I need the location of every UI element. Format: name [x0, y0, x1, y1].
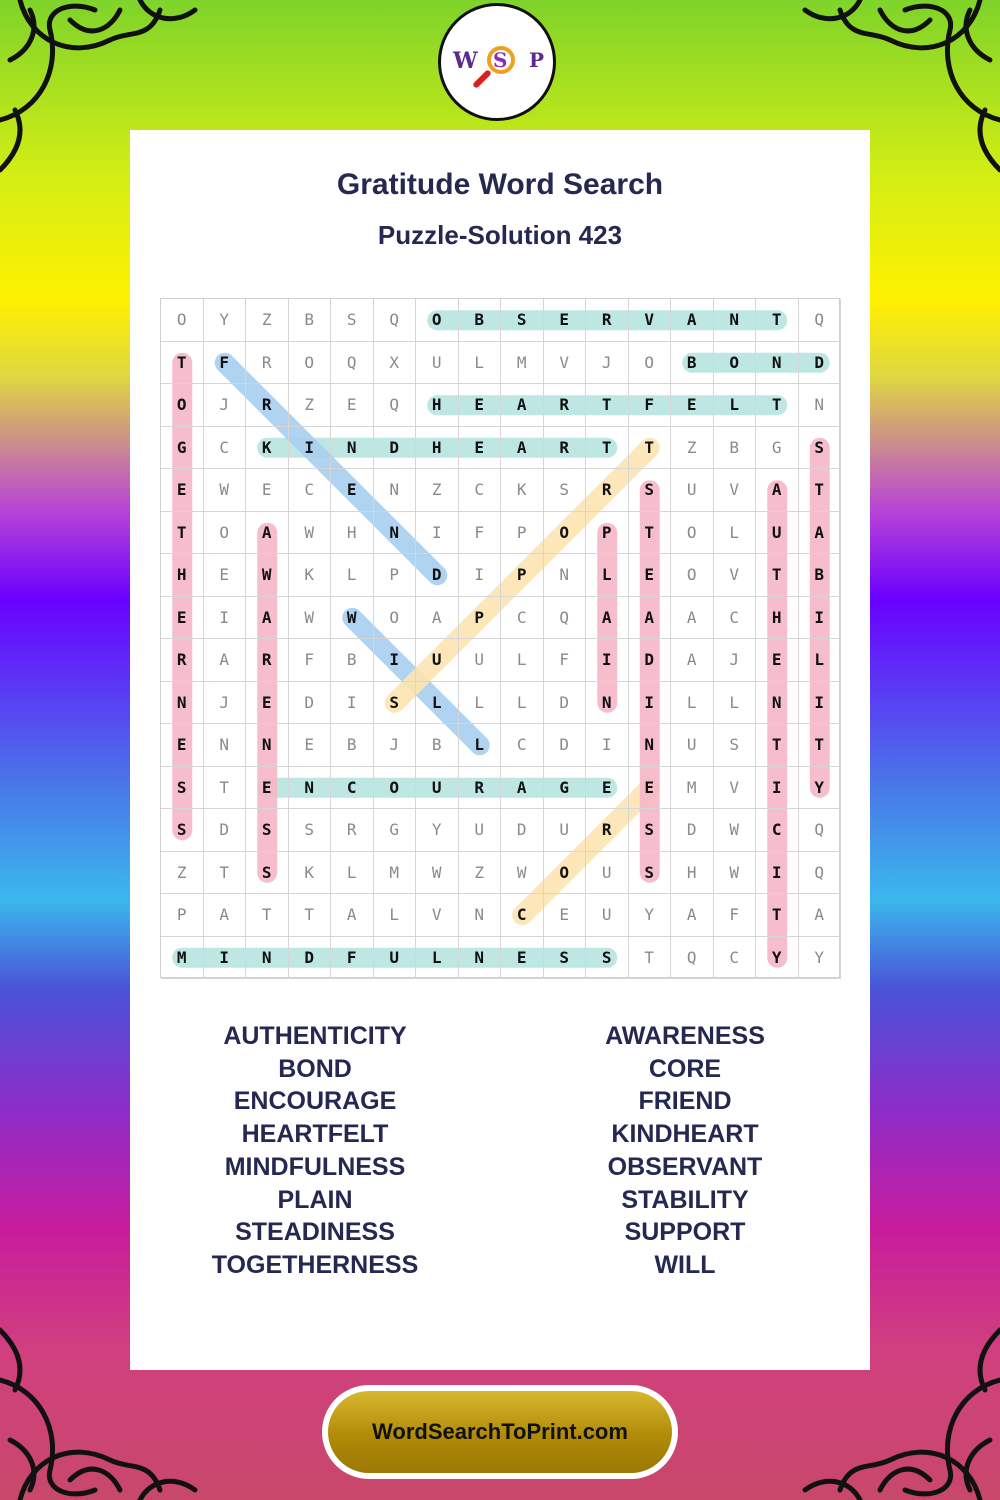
grid-cell[interactable]: J — [586, 342, 629, 385]
grid-cell[interactable]: N — [374, 469, 417, 512]
grid-cell[interactable]: N — [204, 724, 247, 767]
grid-cell[interactable]: Z — [161, 852, 204, 895]
grid-cell[interactable]: J — [374, 724, 417, 767]
grid-cell[interactable]: V — [544, 342, 587, 385]
grid-cell[interactable]: C — [501, 724, 544, 767]
grid-cell[interactable]: L — [714, 512, 757, 555]
grid-cell[interactable]: C — [756, 809, 799, 852]
grid-cell[interactable]: D — [416, 554, 459, 597]
grid-cell[interactable]: Y — [799, 767, 842, 810]
grid-cell[interactable]: U — [374, 937, 417, 980]
grid-cell[interactable]: E — [289, 724, 332, 767]
grid-cell[interactable]: B — [289, 299, 332, 342]
grid-cell[interactable]: D — [289, 682, 332, 725]
word-list-item: STEADINESS — [235, 1218, 395, 1247]
grid-cell[interactable]: T — [799, 724, 842, 767]
grid-cell[interactable]: U — [671, 469, 714, 512]
grid-cell[interactable]: O — [374, 767, 417, 810]
grid-cell[interactable]: E — [331, 469, 374, 512]
grid-cell[interactable]: N — [459, 894, 502, 937]
grid-cell[interactable]: L — [714, 384, 757, 427]
grid-cell[interactable]: R — [331, 809, 374, 852]
grid-cell[interactable]: C — [714, 937, 757, 980]
website-button[interactable] — [322, 1385, 678, 1479]
grid-cell[interactable]: E — [161, 469, 204, 512]
grid-cell[interactable]: A — [671, 639, 714, 682]
grid-cell[interactable]: V — [629, 299, 672, 342]
grid-cell[interactable]: I — [374, 639, 417, 682]
grid-cell[interactable]: E — [671, 384, 714, 427]
grid-cell[interactable]: V — [416, 894, 459, 937]
grid-cell[interactable]: I — [331, 682, 374, 725]
letter-grid — [160, 298, 840, 978]
grid-cell[interactable]: L — [416, 937, 459, 980]
grid-cell[interactable]: T — [204, 767, 247, 810]
grid-cell[interactable]: R — [246, 639, 289, 682]
grid-cell[interactable]: C — [331, 767, 374, 810]
grid-cell[interactable]: E — [586, 767, 629, 810]
word-list-item: TOGETHERNESS — [211, 1250, 419, 1279]
grid-cell[interactable]: P — [374, 554, 417, 597]
grid-cell[interactable]: Q — [374, 299, 417, 342]
grid-cell[interactable]: S — [289, 809, 332, 852]
grid-cell[interactable]: S — [544, 469, 587, 512]
grid-cell[interactable]: S — [629, 809, 672, 852]
grid-cell[interactable]: N — [756, 682, 799, 725]
word-list-right — [500, 1020, 870, 1282]
grid-cell[interactable]: E — [246, 767, 289, 810]
grid-cell[interactable]: Z — [246, 299, 289, 342]
grid-cell[interactable]: U — [544, 809, 587, 852]
grid-cell[interactable]: Q — [374, 384, 417, 427]
grid-cell[interactable]: T — [629, 427, 672, 470]
grid-cell[interactable]: T — [586, 384, 629, 427]
grid-cell[interactable]: I — [756, 767, 799, 810]
grid-cell[interactable]: I — [204, 597, 247, 640]
grid-cell[interactable]: N — [586, 682, 629, 725]
grid-cell[interactable]: O — [544, 512, 587, 555]
grid-cell[interactable]: R — [586, 809, 629, 852]
grid-cell[interactable]: S — [501, 299, 544, 342]
grid-cell[interactable]: R — [544, 384, 587, 427]
grid-cell[interactable]: Q — [799, 852, 842, 895]
grid-cell[interactable]: O — [629, 342, 672, 385]
grid-cell[interactable]: S — [331, 299, 374, 342]
grid-cell[interactable]: F — [544, 639, 587, 682]
grid-cell[interactable]: I — [416, 512, 459, 555]
grid-cell[interactable]: A — [204, 639, 247, 682]
grid-cell[interactable]: N — [459, 937, 502, 980]
grid-cell[interactable]: Q — [799, 809, 842, 852]
grid-cell[interactable]: N — [331, 427, 374, 470]
grid-cell[interactable]: O — [289, 342, 332, 385]
grid-cell[interactable]: N — [714, 299, 757, 342]
grid-cell[interactable]: S — [799, 427, 842, 470]
grid-cell[interactable]: V — [714, 767, 757, 810]
grid-cell[interactable]: M — [671, 767, 714, 810]
grid-cell[interactable]: D — [204, 809, 247, 852]
grid-cell[interactable]: M — [501, 342, 544, 385]
grid-cell[interactable]: B — [671, 342, 714, 385]
grid-cell[interactable]: K — [246, 427, 289, 470]
grid-cell[interactable]: A — [586, 597, 629, 640]
grid-cell[interactable]: B — [799, 554, 842, 597]
word-list-item: HEARTFELT — [241, 1120, 389, 1149]
grid-cell[interactable]: A — [799, 894, 842, 937]
grid-cell[interactable]: E — [246, 682, 289, 725]
wsp-logo[interactable] — [438, 3, 556, 121]
word-list-left — [130, 1020, 500, 1282]
grid-cell[interactable]: L — [501, 682, 544, 725]
grid-cell[interactable]: K — [501, 469, 544, 512]
grid-cell[interactable]: A — [331, 894, 374, 937]
word-list-item: OBSERVANT — [607, 1152, 763, 1181]
grid-cell[interactable]: B — [459, 299, 502, 342]
grid-cell[interactable]: W — [501, 852, 544, 895]
grid-cell[interactable]: N — [756, 342, 799, 385]
grid-cell[interactable]: R — [544, 427, 587, 470]
grid-cell[interactable]: N — [629, 724, 672, 767]
grid-cell[interactable]: L — [331, 554, 374, 597]
grid-cell[interactable]: O — [671, 512, 714, 555]
grid-cell[interactable]: I — [586, 639, 629, 682]
word-list-item: KINDHEART — [611, 1120, 759, 1149]
grid-cell[interactable]: V — [714, 554, 757, 597]
grid-cell[interactable]: A — [671, 894, 714, 937]
grid-cell[interactable]: D — [289, 937, 332, 980]
grid-cell[interactable]: W — [289, 597, 332, 640]
grid-cell[interactable]: T — [289, 894, 332, 937]
grid-cell[interactable]: A — [756, 469, 799, 512]
grid-cell[interactable]: E — [501, 937, 544, 980]
grid-cell[interactable]: T — [756, 299, 799, 342]
grid-cell[interactable]: W — [289, 512, 332, 555]
grid-cell[interactable]: P — [586, 512, 629, 555]
grid-cell[interactable]: L — [416, 682, 459, 725]
grid-cell[interactable]: O — [161, 299, 204, 342]
grid-cell[interactable]: A — [204, 894, 247, 937]
grid-cell[interactable]: S — [246, 809, 289, 852]
grid-cell[interactable]: D — [544, 724, 587, 767]
grid-cell[interactable]: Y — [204, 299, 247, 342]
puzzle-subtitle: Puzzle-Solution 423 — [377, 220, 623, 250]
grid-cell[interactable]: Q — [331, 342, 374, 385]
grid-cell[interactable]: T — [756, 554, 799, 597]
grid-cell[interactable]: N — [374, 512, 417, 555]
grid-cell[interactable]: H — [416, 427, 459, 470]
grid-cell[interactable]: B — [416, 724, 459, 767]
grid-cell[interactable]: S — [714, 724, 757, 767]
grid-cell[interactable]: P — [501, 512, 544, 555]
word-list-item: AWARENESS — [605, 1022, 765, 1050]
grid-cell[interactable]: O — [671, 554, 714, 597]
grid-cell[interactable]: O — [374, 597, 417, 640]
grid-cell[interactable]: C — [714, 597, 757, 640]
word-list-item: PLAIN — [277, 1185, 353, 1214]
grid-cell[interactable]: W — [331, 597, 374, 640]
grid-cell[interactable]: W — [416, 852, 459, 895]
grid-cell[interactable]: L — [671, 682, 714, 725]
grid-cell[interactable]: P — [501, 554, 544, 597]
grid-cell[interactable]: M — [161, 937, 204, 980]
grid-cell[interactable]: F — [714, 894, 757, 937]
word-list-item: MINDFULNESS — [224, 1152, 406, 1181]
grid-cell[interactable]: D — [501, 809, 544, 852]
grid-cell[interactable]: Z — [416, 469, 459, 512]
grid-cell[interactable]: E — [544, 299, 587, 342]
word-list-item: WILL — [654, 1250, 716, 1279]
grid-cell[interactable]: L — [331, 852, 374, 895]
grid-cell[interactable]: J — [204, 384, 247, 427]
grid-cell[interactable]: A — [501, 767, 544, 810]
grid-cell[interactable]: T — [756, 724, 799, 767]
grid-cell[interactable]: D — [629, 639, 672, 682]
grid-cell[interactable]: G — [756, 427, 799, 470]
grid-cell[interactable]: R — [459, 767, 502, 810]
grid-cell[interactable]: D — [544, 682, 587, 725]
grid-cell[interactable]: I — [629, 682, 672, 725]
logo-letter-w: W — [453, 48, 478, 74]
grid-cell[interactable]: N — [246, 937, 289, 980]
grid-cell[interactable]: I — [756, 852, 799, 895]
grid-cell[interactable]: E — [459, 427, 502, 470]
grid-cell[interactable]: C — [501, 597, 544, 640]
grid-cell[interactable]: D — [671, 809, 714, 852]
puzzle-panel — [130, 130, 870, 1370]
grid-cell[interactable]: Z — [671, 427, 714, 470]
grid-cell[interactable]: W — [204, 469, 247, 512]
grid-cell[interactable]: N — [161, 682, 204, 725]
grid-cell[interactable]: A — [629, 597, 672, 640]
grid-cell[interactable]: S — [246, 852, 289, 895]
grid-cell[interactable]: G — [374, 809, 417, 852]
grid-cell[interactable]: E — [246, 469, 289, 512]
grid-cell[interactable]: F — [331, 937, 374, 980]
word-list-item: CORE — [648, 1054, 722, 1083]
grid-cell[interactable]: Q — [799, 299, 842, 342]
grid-cell[interactable]: D — [374, 427, 417, 470]
grid-cell[interactable]: T — [161, 512, 204, 555]
grid-cell[interactable]: Y — [756, 937, 799, 980]
grid-cell[interactable]: H — [756, 597, 799, 640]
grid-cell[interactable]: C — [459, 469, 502, 512]
grid-cell[interactable]: E — [544, 894, 587, 937]
grid-cell[interactable]: U — [671, 724, 714, 767]
grid-cell[interactable]: L — [586, 554, 629, 597]
grid-cell[interactable]: P — [459, 597, 502, 640]
grid-cell[interactable]: A — [799, 512, 842, 555]
grid-cell[interactable]: H — [331, 512, 374, 555]
grid-cell[interactable]: Y — [629, 894, 672, 937]
grid-cell[interactable]: K — [289, 554, 332, 597]
grid-cell[interactable]: S — [586, 937, 629, 980]
grid-cell[interactable]: I — [799, 682, 842, 725]
grid-cell[interactable]: T — [799, 469, 842, 512]
grid-cell[interactable]: G — [161, 427, 204, 470]
grid-cell[interactable]: T — [629, 512, 672, 555]
grid-cell[interactable]: Z — [289, 384, 332, 427]
grid-cell[interactable]: Q — [671, 937, 714, 980]
grid-cell[interactable]: V — [714, 469, 757, 512]
grid-cell[interactable]: U — [586, 894, 629, 937]
grid-cell[interactable]: Y — [416, 809, 459, 852]
grid-cell[interactable]: Q — [544, 597, 587, 640]
grid-cell[interactable]: S — [629, 852, 672, 895]
grid-cell[interactable]: R — [246, 342, 289, 385]
grid-cell[interactable]: G — [544, 767, 587, 810]
grid-cell[interactable]: S — [544, 937, 587, 980]
grid-cell[interactable]: K — [289, 852, 332, 895]
grid-cell[interactable]: H — [161, 554, 204, 597]
puzzle-title: Gratitude Word Search — [336, 168, 664, 201]
grid-cell[interactable]: T — [756, 894, 799, 937]
grid-cell[interactable]: B — [331, 724, 374, 767]
grid-cell[interactable]: U — [416, 639, 459, 682]
grid-cell[interactable]: N — [799, 384, 842, 427]
grid-cell[interactable]: L — [374, 894, 417, 937]
grid-cell[interactable]: B — [714, 427, 757, 470]
grid-cell[interactable]: W — [714, 852, 757, 895]
grid-cell[interactable]: U — [459, 809, 502, 852]
word-list-item: STABILITY — [621, 1185, 749, 1214]
grid-cell[interactable]: T — [246, 894, 289, 937]
grid-cell[interactable]: C — [204, 427, 247, 470]
grid-cell[interactable]: H — [416, 384, 459, 427]
word-list-item: ENCOURAGE — [233, 1087, 397, 1116]
grid-cell[interactable]: C — [501, 894, 544, 937]
grid-cell[interactable]: N — [246, 724, 289, 767]
grid-cell[interactable]: F — [459, 512, 502, 555]
grid-cell[interactable]: U — [416, 767, 459, 810]
grid-cell[interactable]: S — [161, 767, 204, 810]
grid-cell[interactable]: S — [629, 469, 672, 512]
grid-cell[interactable]: U — [756, 512, 799, 555]
grid-cell[interactable]: E — [331, 384, 374, 427]
grid-cell[interactable]: D — [799, 342, 842, 385]
grid-cell[interactable]: R — [586, 299, 629, 342]
grid-cell[interactable]: O — [416, 299, 459, 342]
grid-cell[interactable]: T — [629, 937, 672, 980]
word-list-item: SUPPORT — [624, 1218, 746, 1247]
grid-cell[interactable]: M — [374, 852, 417, 895]
grid-cell[interactable]: L — [459, 342, 502, 385]
word-list-item: AUTHENTICITY — [223, 1022, 407, 1050]
logo-letter-s: S — [493, 48, 508, 72]
grid-cell[interactable]: T — [204, 852, 247, 895]
grid-cell[interactable]: I — [799, 597, 842, 640]
grid-cell[interactable]: W — [714, 809, 757, 852]
grid-cell[interactable]: U — [416, 342, 459, 385]
grid-cell[interactable]: E — [204, 554, 247, 597]
grid-cell[interactable]: A — [246, 597, 289, 640]
grid-cell[interactable]: C — [289, 469, 332, 512]
logo-letter-p: P — [529, 48, 545, 72]
grid-cell[interactable]: E — [629, 554, 672, 597]
grid-cell[interactable]: S — [374, 682, 417, 725]
grid-cell[interactable]: O — [161, 384, 204, 427]
grid-cell[interactable]: L — [501, 639, 544, 682]
grid-cell[interactable]: O — [204, 512, 247, 555]
grid-cell[interactable]: I — [459, 554, 502, 597]
grid-cell[interactable]: J — [204, 682, 247, 725]
grid-cell[interactable]: A — [671, 597, 714, 640]
grid-cell[interactable]: U — [586, 852, 629, 895]
grid-cell[interactable]: F — [289, 639, 332, 682]
grid-cell[interactable]: T — [756, 384, 799, 427]
grid-cell[interactable]: X — [374, 342, 417, 385]
grid-cell[interactable]: Y — [799, 937, 842, 980]
grid-cell[interactable]: J — [714, 639, 757, 682]
grid-cell[interactable]: P — [161, 894, 204, 937]
grid-cell[interactable]: E — [161, 724, 204, 767]
grid-cell[interactable]: T — [161, 342, 204, 385]
grid-cell[interactable]: A — [501, 384, 544, 427]
grid-cell[interactable]: O — [714, 342, 757, 385]
grid-cell[interactable]: L — [799, 639, 842, 682]
grid-cell[interactable]: R — [161, 639, 204, 682]
word-list-item: FRIEND — [638, 1087, 732, 1116]
grid-cell[interactable]: R — [586, 469, 629, 512]
grid-cell[interactable]: U — [459, 639, 502, 682]
grid-cell[interactable]: O — [544, 852, 587, 895]
grid-cell[interactable]: F — [629, 384, 672, 427]
grid-cell[interactable]: A — [671, 299, 714, 342]
grid-cell[interactable]: E — [629, 767, 672, 810]
grid-cell[interactable]: A — [246, 512, 289, 555]
website-button-label: WordSearchToPrint.com — [328, 1391, 672, 1473]
word-list-item: BOND — [278, 1054, 352, 1083]
grid-cell[interactable]: E — [459, 384, 502, 427]
grid-cell[interactable]: E — [756, 639, 799, 682]
grid-cell[interactable]: N — [289, 767, 332, 810]
grid-cell[interactable]: I — [289, 427, 332, 470]
grid-cell[interactable]: B — [331, 639, 374, 682]
grid-cell[interactable]: H — [671, 852, 714, 895]
grid-cell[interactable]: I — [204, 937, 247, 980]
grid-cell[interactable]: Z — [459, 852, 502, 895]
grid-cell[interactable]: A — [501, 427, 544, 470]
grid-cell[interactable]: N — [544, 554, 587, 597]
grid-cell[interactable]: A — [416, 597, 459, 640]
grid-cell[interactable]: R — [246, 384, 289, 427]
grid-cell[interactable]: E — [161, 597, 204, 640]
grid-cell[interactable]: F — [204, 342, 247, 385]
grid-cell[interactable]: W — [246, 554, 289, 597]
grid-cell[interactable]: I — [586, 724, 629, 767]
grid-cell[interactable]: T — [586, 427, 629, 470]
grid-cell[interactable]: L — [459, 724, 502, 767]
grid-cell[interactable]: S — [161, 809, 204, 852]
grid-cell[interactable]: L — [459, 682, 502, 725]
grid-cell[interactable]: L — [714, 682, 757, 725]
